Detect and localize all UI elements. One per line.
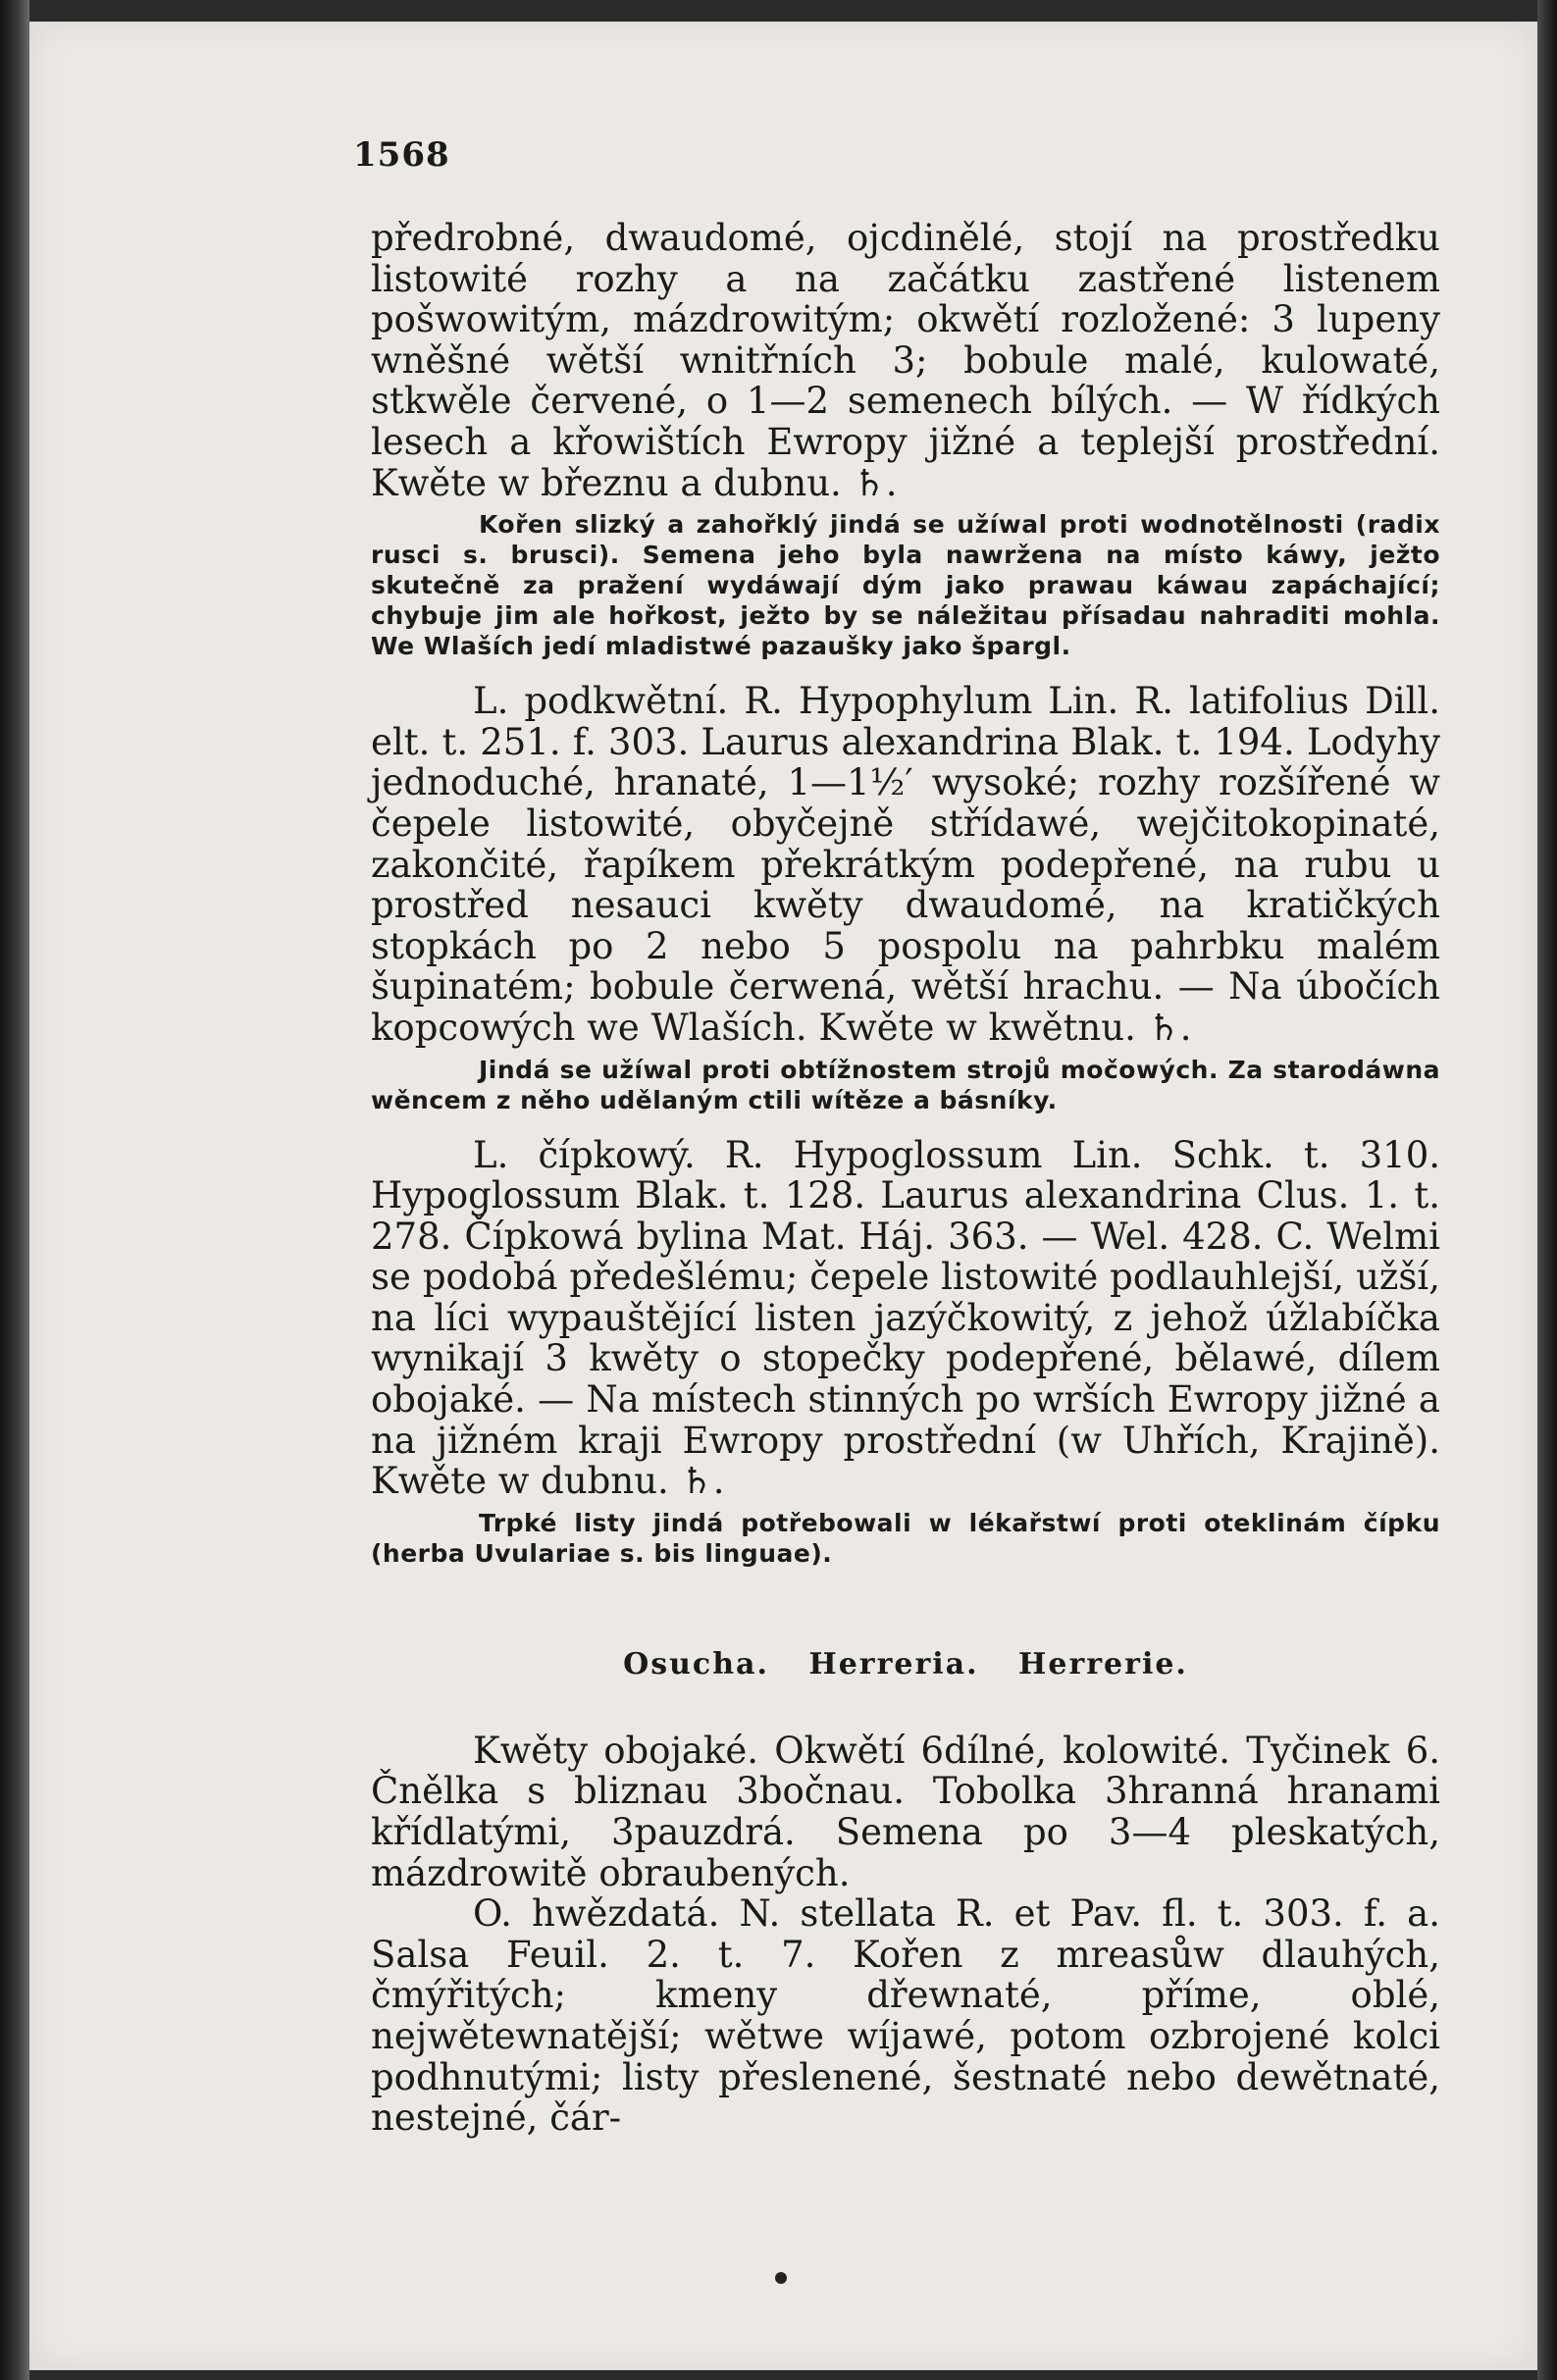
note-usage: Kořen slizký a zahořklý jindá se užíwal proti wodnotělnosti (radix rusci s. brusci). Semena jeho byla nawržena na místo káwy, ježto skutečně za pražení wydáwají dým jako prawau káwau zapáchající; chybuje jim ale hořkost, ježto by se náležitau přísadau nahraditi mohla. We Wlaších jedí mladistwé pazaušky jako špargl. [371, 510, 1440, 661]
entry-cipkowy: L. čípkowý. R. Hypoglossum Lin. Schk. t. 310. Hypoglossum Blak. t. 128. Laurus alexandrina Clus. 1. t. 278. Čípkowá bylina Mat. Háj. 363. — Wel. 428. C. Welmi se podobá předešlému; čepele listowité podlauhlejší, užší, na líci wypauštějící listen jazýčkowitý, z jehož úžlabíčka wynikají 3 kwěty o stopečky podepřené, bělawé, dílem obojaké. — Na místech stinných po wrších Ewropy jižné a na jižném kraji Ewropy prostřední (w Uhřích, Krajině). Kwěte w dubnu. ♄. [371, 1133, 1440, 1503]
book-spine [0, 0, 29, 2380]
genus-description: Kwěty obojaké. Okwětí 6dílné, kolowité. Tyčinek 6. Čnělka s bliznau 3bočnau. Tobolka 3hranná hranami křídlatými, 3pauzdrá. Semena po 3—4 pleskatých, mázdrowitě obraubených. [371, 1729, 1440, 1894]
genus-heading [371, 1647, 1440, 1682]
print-mark-bottom [775, 2272, 787, 2284]
species-hwezdata: O. hwězdatá. N. stellata R. et Pav. fl. t. 303. f. a. Salsa Feuil. 2. t. 7. Kořen z mreasůw dlauhých, čmýřitých; kmeny dřewnaté, příme, oblé, nejwětewnatější; wětwe wíjawé, potom ozbrojené kolci podhnutými; listy přeslenené, šestnaté nebo dewětnaté, nestejné, čár- [371, 1892, 1440, 2140]
page-edge [1537, 0, 1557, 2380]
genus-latin: Herreria. [808, 1646, 979, 1682]
page-body [371, 218, 1440, 2139]
entry-podkwetni-note: Jindá se užíwal proti obtížnostem strojů močowých. Za starodáwna wěncem z něho udělaným ctili wítěze a básníky. [371, 1055, 1440, 1114]
entry-podkwetni: L. podkwětní. R. Hypophylum Lin. R. latifolius Dill. elt. t. 251. f. 303. Laurus alexandrina Blak. t. 194. Lodyhy jednoduché, hranaté, 1—1½′ wysoké; rozhy rozšířené w čepele listowité, obyčejně střídawé, wejčitokopinaté, zakončité, řapíkem překrátkým podepřené, na rubu u prostřed nesauci kwěty dwaudomé, na kratičkých stopkách po 2 nebo 5 pospolu na pahrbku malém šupinatém; bobule čerwená, wětší hrachu. — Na úbočích kopcowých we Wlaších. Kwěte w kwětnu. ♄. [371, 680, 1440, 1049]
page-number: 1568 [353, 135, 450, 175]
genus-czech: Osucha. [623, 1646, 769, 1682]
entry-cipkowy-note: Trpké listy jindá potřebowali w lékařstwí proti oteklinám čípku (herba Uvulariae s. bis linguae). [371, 1508, 1440, 1568]
genus-alt: Herrerie. [1018, 1646, 1188, 1682]
paragraph-continuation: předrobné, dwaudomé, ojcdinělé, stojí na prostředku listowité rozhy a na začátku zastřené listenem pošwowitým, mázdrowitým; okwětí rozložené: 3 lupeny wněšné wětší wnitřních 3; bobule malé, kulowaté, stkwěle červené, o 1—2 semenech bílých. — W řídkých lesech a křowištích Ewropy jižné a teplejší prostřední. Kwěte w březnu a dubnu. ♄. [371, 217, 1440, 504]
